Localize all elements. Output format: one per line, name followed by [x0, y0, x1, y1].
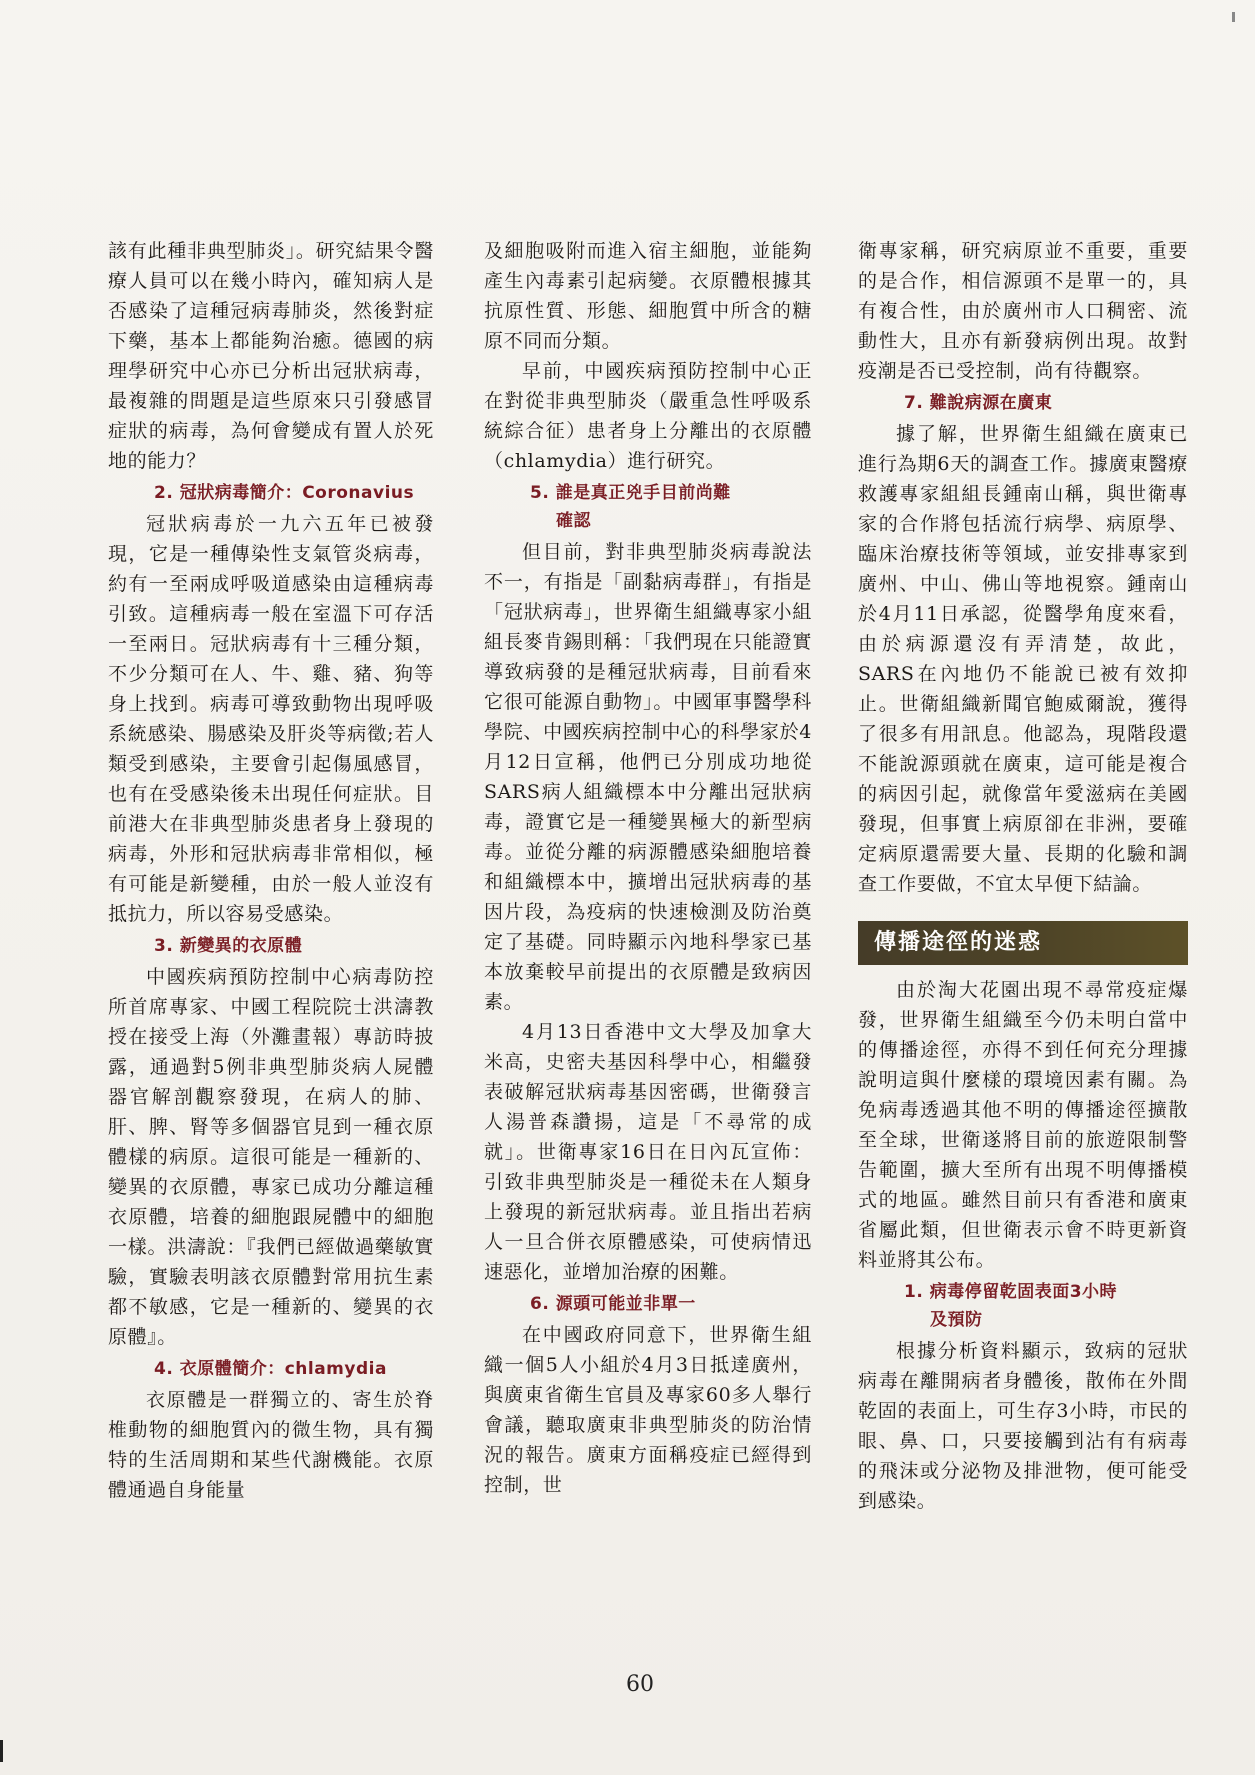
text-column-2	[484, 236, 812, 1500]
text-column-3	[858, 236, 1188, 1516]
paragraph: 及細胞吸附而進入宿主細胞，並能夠產生內毒素引起病變。衣原體根據其抗原性質、形態、細胞質中所含的糖原不同而分類。	[484, 240, 812, 352]
paragraph: 根據分析資料顯示，致病的冠狀病毒在離開病者身體後，散佈在外間乾固的表面上，可生存3小時，市民的眼、鼻、口，只要接觸到沾有有病毒的飛沫或分泌物及排泄物，便可能受到感染。	[858, 1340, 1188, 1512]
section-heading-line1: 1. 病毒停留乾固表面3小時	[904, 1282, 1118, 1302]
section-heading: 4. 衣原體簡介：chlamydia	[154, 1359, 387, 1379]
scan-mark	[1232, 12, 1235, 22]
paragraph: 4月13日香港中文大學及加拿大米高，史密夫基因科學中心，相繼發表破解冠狀病毒基因密碼，世衛發言人湯普森讚揚，這是「不尋常的成就」。世衛專家16日在日內瓦宣佈：引致非典型肺炎是一種從未在人類身上發現的新冠狀病毒。並且指出若病人一旦合併衣原體感染，可使病情迅速惡化，並增加治療的困難。	[484, 1021, 812, 1283]
section-heading-line2: 確認	[556, 511, 591, 531]
section-heading: 7. 難說病源在廣東	[904, 393, 1053, 413]
section-heading-line2: 及預防	[930, 1310, 983, 1330]
scan-mark	[0, 1740, 3, 1762]
page-number: 60	[626, 1672, 654, 1697]
paragraph: 冠狀病毒於一九六五年已被發現，它是一種傳染性支氣管炎病毒，約有一至兩成呼吸道感染由這種病毒引致。這種病毒一般在室溫下可存活一至兩日。冠狀病毒有十三種分類，不少分類可在人、牛、雞、豬、狗等身上找到。病毒可導致動物出現呼吸系統感染、腸感染及肝炎等病徵;若人類受到感染，主要會引起傷風感冒，也有在受感染後未出現任何症狀。目前港大在非典型肺炎患者身上發現的病毒，外形和冠狀病毒非常相似，極有可能是新變種，由於一般人並沒有抵抗力，所以容易受感染。	[108, 513, 434, 925]
paragraph: 但目前，對非典型肺炎病毒說法不一，有指是「副黏病毒群」，有指是「冠狀病毒」，世界衛生組織專家小組組長麥肯錫則稱：「我們現在只能證實導致病發的是種冠狀病毒，目前看來它很可能源自動物」。中國軍事醫學科學院、中國疾病控制中心的科學家於4月12日宣稱，他們已分別成功地從SARS病人組織標本中分離出冠狀病毒，證實它是一種變異極大的新型病毒。並從分離的病源體感染細胞培養和組織標本中，擴增出冠狀病毒的基因片段，為疫病的快速檢測及防治奠定了基礎。同時顯示內地科學家已基本放棄較早前提出的衣原體是致病因素。	[484, 541, 812, 1013]
paragraph: 由於淘大花園出現不尋常疫症爆發，世界衛生組織至今仍未明白當中的傳播途徑，亦得不到任何充分理據說明這與什麼樣的環境因素有關。為免病毒透過其他不明的傳播途徑擴散至全球，世衛遂將目前的旅遊限制警告範圍，擴大至所有出現不明傳播模式的地區。雖然目前只有香港和廣東省屬此類，但世衛表示會不時更新資料並將其公布。	[858, 979, 1188, 1271]
section-heading	[484, 479, 812, 535]
section-heading	[858, 1278, 1188, 1334]
paragraph: 衣原體是一群獨立的、寄生於脊椎動物的細胞質內的微生物，具有獨特的生活周期和某些代謝機能。衣原體通過自身能量	[108, 1389, 434, 1501]
section-heading: 6. 源頭可能並非單一	[530, 1294, 696, 1314]
paragraph: 據了解，世界衛生組織在廣東已進行為期6天的調查工作。據廣東醫療救護專家組組長鍾南山稱，與世衛專家的合作將包括流行病學、病原學、臨床治療技術等領域，並安排專家到廣州、中山、佛山等地視察。鍾南山於4月11日承認，從醫學角度來看，由於病源還沒有弄清楚，故此，SARS在內地仍不能說已被有效抑止。世衛組織新聞官鮑威爾說，獲得了很多有用訊息。他認為，現階段還不能說源頭就在廣東，這可能是複合的病因引起，就像當年愛滋病在美國發現，但事實上病原卻在非洲，要確定病原還需要大量、長期的化驗和調查工作要做，不宜太早便下結論。	[858, 423, 1188, 895]
section-heading: 3. 新變異的衣原體	[154, 936, 303, 956]
paragraph: 早前，中國疾病預防控制中心正在對從非典型肺炎（嚴重急性呼吸系統綜合征）患者身上分離出的衣原體（chlamydia）進行研究。	[484, 360, 812, 472]
paragraph: 衛專家稱，研究病原並不重要，重要的是合作，相信源頭不是單一的，具有複合性，由於廣州市人口稠密、流動性大，且亦有新發病例出現。故對疫潮是否已受控制，尚有待觀察。	[858, 240, 1188, 382]
section-heading: 2. 冠狀病毒簡介：Coronavius	[154, 483, 415, 503]
section-banner: 傳播途徑的迷惑	[858, 921, 1188, 965]
text-column-1	[108, 236, 434, 1505]
paragraph: 在中國政府同意下，世界衛生組織一個5人小組於4月3日抵達廣州，與廣東省衛生官員及專家60多人舉行會議，聽取廣東非典型肺炎的防治情況的報告。廣東方面稱疫症已經得到控制，世	[484, 1324, 812, 1496]
section-heading-line1: 5. 誰是真正兇手目前尚難	[530, 483, 731, 503]
paragraph: 該有此種非典型肺炎」。研究結果令醫療人員可以在幾小時內，確知病人是否感染了這種冠病毒肺炎，然後對症下藥，基本上都能夠治癒。德國的病理學研究中心亦已分析出冠狀病毒，最複雜的問題是這些原來只引發感冒症狀的病毒，為何會變成有置人於死地的能力？	[108, 240, 434, 472]
paragraph: 中國疾病預防控制中心病毒防控所首席專家、中國工程院院士洪濤教授在接受上海（外灘畫報）專訪時披露，通過對5例非典型肺炎病人屍體器官解剖觀察發現，在病人的肺、肝、脾、腎等多個器官見到一種衣原體樣的病原。這很可能是一種新的、變異的衣原體，專家已成功分離這種衣原體，培養的細胞跟屍體中的細胞一樣。洪濤說：『我們已經做過藥敏實驗，實驗表明該衣原體對常用抗生素都不敏感，它是一種新的、變異的衣原體』。	[108, 966, 434, 1348]
